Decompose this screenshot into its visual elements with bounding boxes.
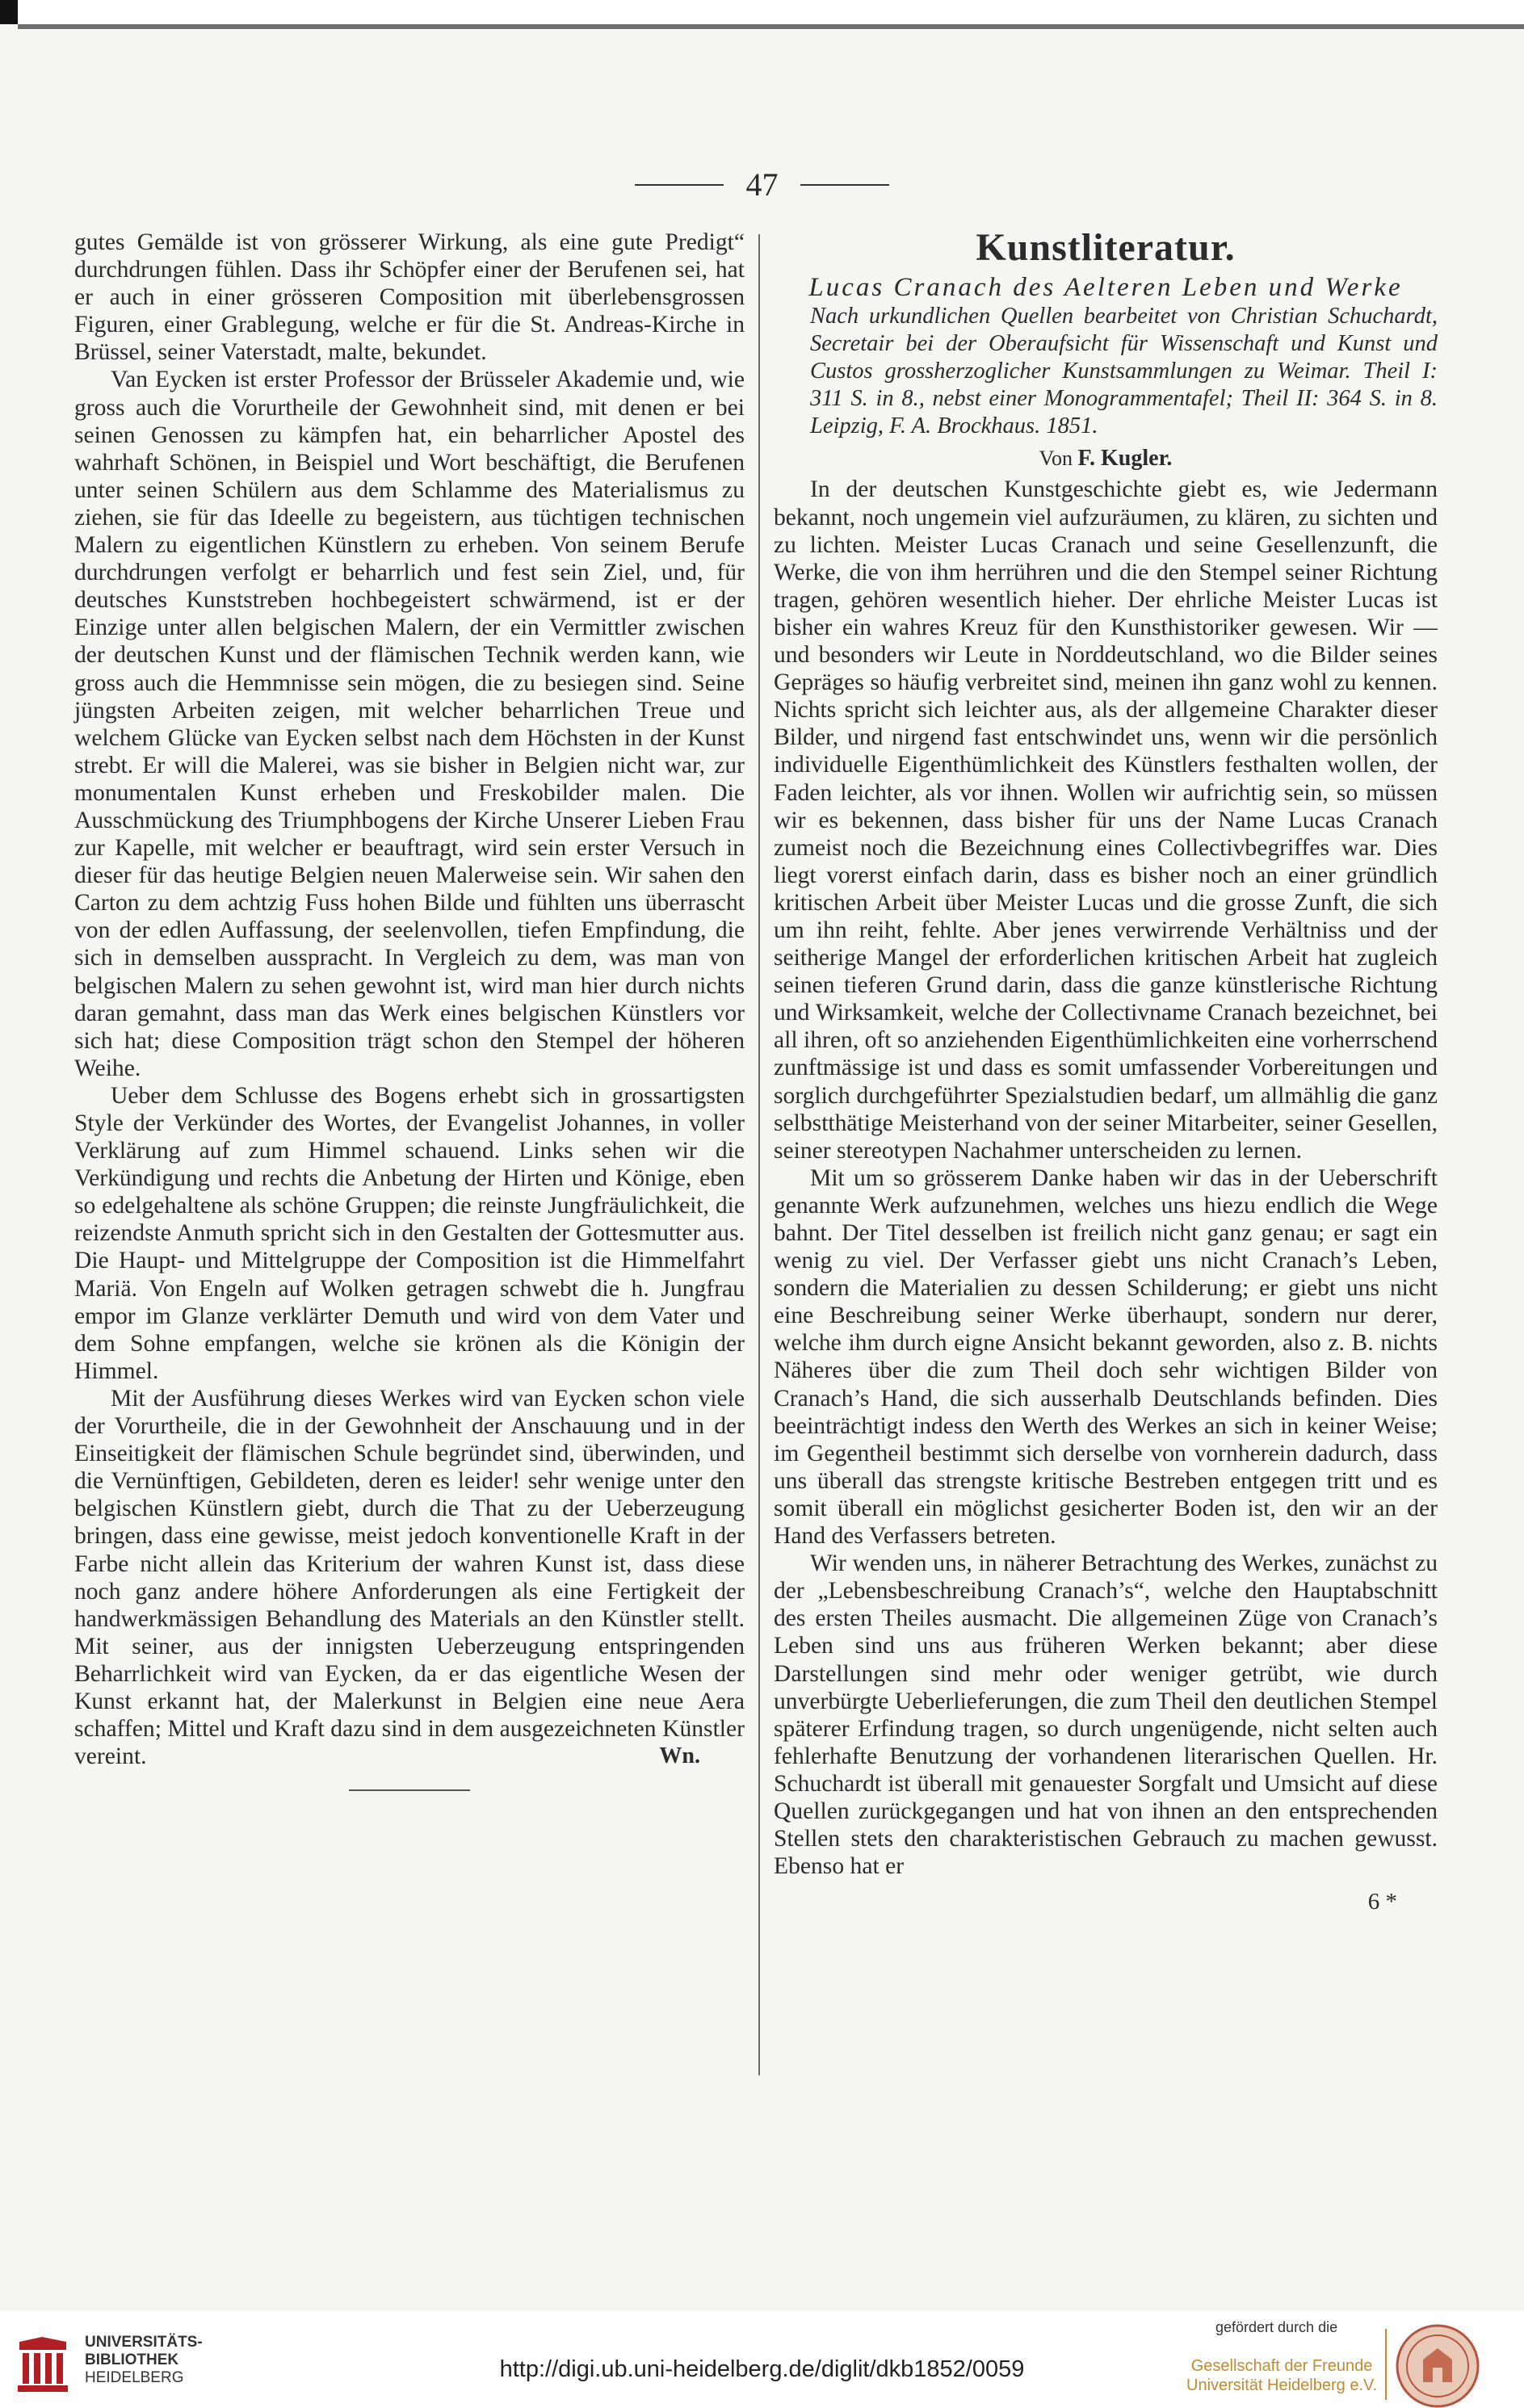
funder-name-line: Universität Heidelberg e.V. <box>1186 2377 1378 2394</box>
scan-corner-mark <box>0 0 18 24</box>
footer-bar <box>0 2311 1524 2408</box>
funder-divider <box>1385 2329 1387 2400</box>
paragraph: Mit um so grösserem Danke haben wir das in der Ueberschrift genannte Werk aufzunehmen, welches uns hiezu endlich die Wege bahnt. Der Titel desselben ist freilich nicht ganz genau; er sagt ein wenig zu viel. Der Verfasser giebt uns nicht Cranach’s Leben, sondern die Materialien zu dessen Schilderung; er giebt uns nicht eine Beschreibung seiner Werke überhaupt, sondern nur derer, welche ihm durch eigne Ansicht bekannt geworden, also z. B. nichts Näheres über die zum Theil doch sehr wichtigen Bilder von Cranach’s Hand, die sich ausserhalb Deutschlands befinden. Dies beeinträchtigt indess den Werth des Werkes an sich in keiner Weise; im Gegentheil bestimmt sich derselbe von vornherein dadurch, dass uns überall das strengste kritische Bestreben entgegen tritt und es somit überall ein möglichst gesicherter Boden ist, den wir an der Hand des Verfassers betreten. <box>774 1164 1438 1550</box>
book-description: Nach urkundlichen Quellen bearbeitet von Christian Schuchardt, Secretair bei der Oberaufsicht für Wissenschaft und Kunst und Custos grossherzoglicher Kunstsammlungen zu Weimar. Theil I: 311 S. in 8., nebst einer Monogrammentafel; Theil II: 364 S. in 8. Leipzig, F. A. Brockhaus. 1851. <box>810 304 1438 439</box>
library-name-line: UNIVERSITÄTS- <box>85 2334 203 2351</box>
page-number: 47 <box>745 166 779 203</box>
paragraph: Mit der Ausführung dieses Werkes wird van Eycken schon viele der Vorurtheile, die in der Gewohnheit der Anschauung und in der Einseitigkeit der flämischen Schule begründet sind, überwinden, und die Vernünftigen, Gebildeten, deren es leider! sehr wenige unter den belgischen Künstlern giebt, durch die That zu der Ueberzeugung bringen, dass eine gewisse, meist jedoch konventionelle Kraft in der Farbe nicht allein das Kriterium der wahren Kunst ist, dass diese noch ganz andere höhere Anforderungen als eine Fertigkeit der handwerkmässigen Behandlung des Materials an den Künstler stellt. Mit seiner, aus der innigsten Ueberzeugung entspringenden Beharrlichkeit wird van Eycken, da er das eigentliche Wesen der Kunst erkannt hat, der Malerkunst in Belgien eine neue Aera schaffen; Mittel und Kraft dazu sind in dem ausgezeichneten Künstler vereint. <box>74 1385 745 1770</box>
paragraph: In der deutschen Kunstgeschichte giebt es, wie Jedermann bekannt, noch ungemein viel aufzuräumen, zu klären, zu sichten und zu lichten. Meister Lucas Cranach und seine Gesellenzunft, die Werke, die von ihm herrühren und die den Stempel seiner Richtung tragen, gehören wesentlich hieher. Der ehrliche Meister Lucas ist bisher ein wahres Kreuz für den Kunsthistoriker gewesen. Wir — und besonders wir Leute in Norddeutschland, wo die Bilder seines Gepräges so häufig verbreitet sind, meinen ihn ganz wohl zu kennen. Nichts spricht sich leichter aus, als der allgemeine Charakter dieser Bilder, und nirgend fast entschwindet uns, wenn wir die persönlich individuelle Eigenthümlichkeit des Künstlers festhalten wollen, der Faden leichter, als vor ihnen. Wollen wir aufrichtig sein, so müssen wir es bekennen, dass bisher für uns der Name Lucas Cranach zumeist noch die Bezeichnung eines Collectivbegriffes war. Dies liegt vorerst einfach darin, dass es bisher noch an einer gründlich kritischen Arbeit über Meister Lucas und die grosse Zunft, die sich um ihn reiht, fehlte. Aber jenes verwirrende Verhältniss und der seitherige Mangel der erforderlichen kritischen Arbeit hat zugleich seinen tieferen Grund darin, dass die ganze künstlerische Richtung und Wirksamkeit, welche der Collectivname Cranach bezeichnet, bei all ihren, oft so anziehenden Eigenthümlichkeiten eine vorherrschend zunftmässige ist und dass es somit umfassender Vorbereitungen und sorglich durchgeführter Spezialstudien bedarf, um allmählig die ganz selbstthätige Meisterhand von der seiner Mitarbeiter, seiner Gesellen, seiner stereotypen Nachahmer unterscheiden zu lernen. <box>774 476 1438 1164</box>
scan-edge-line <box>18 24 1524 29</box>
article-end-rule <box>349 1789 470 1791</box>
author-signature: Wn. <box>659 1743 700 1769</box>
funder-name <box>1186 2356 1377 2395</box>
paragraph: Wir wenden uns, in näherer Betrachtung des Werkes, zunächst zu der „Lebensbeschreibung Cranach’s“, welche den Hauptabschnitt des ersten Theiles ausmacht. Die allgemeinen Züge von Cranach’s Leben sind uns aus früheren Werken bekannt; aber diese Darstellungen sind mehr oder weniger getrübt, wie durch unverbürgte Ueberlieferungen, die zum Theil den deutlichen Stempel späterer Erfindung tragen, so durch ungenügende, nicht selten auch fehlerhafte Benutzung der vorhandenen literarischen Quellen. Hr. Schuchardt ist überall mit genauester Sorgfalt und Umsicht auf diese Quellen zurückgegangen und hat von ihnen an den entsprechenden Stellen stets den charakteristischen Gebrauch zu machen gewusst. Ebenso hat er <box>774 1550 1438 1880</box>
byline-author: F. Kugler. <box>1077 446 1173 472</box>
library-name-line: BIBLIOTHEK <box>85 2351 179 2368</box>
source-url-link[interactable]: http://digi.ub.uni-heidelberg.de/diglit/dkb1852/0059 <box>499 2356 1025 2382</box>
byline-prefix: Von <box>1039 447 1073 471</box>
library-name-line: HEIDELBERG <box>85 2369 184 2386</box>
scan-top-border <box>0 0 1524 24</box>
section-title: Kunstliteratur. <box>976 226 1236 269</box>
right-column <box>774 226 1438 1915</box>
paragraph: Ueber dem Schlusse des Bogens erhebt sich in grossartigsten Style der Verkünder des Wortes, der Evangelist Johannes, in voller Verklärung auf zum Himmel schauend. Links sehen wir die Verkündigung und rechts die Anbetung der Hirten und Könige, eben so edelgehaltene als schöne Gruppen; die reinste Jungfräulichkeit, die reizendste Anmuth spricht sich in den Gestalten der Gottesmutter aus. Die Haupt- und Mittelgruppe der Composition ist die Himmelfahrt Mariä. Von Engeln auf Wolken getragen schwebt die h. Jungfrau empor im Glanze verklärter Demuth und wird von dem Vater und dem Sohne empfangen, welche sie krönen als die Königin der Himmel. <box>74 1082 745 1384</box>
funding-label: gefördert durch die <box>1215 2319 1338 2335</box>
column-divider <box>758 234 760 2075</box>
signature-mark: 6 * <box>1367 1889 1397 1915</box>
byline <box>774 443 1438 474</box>
funder-name-line: Gesellschaft der Freunde <box>1190 2357 1373 2375</box>
left-column <box>74 229 745 1791</box>
page-number-rule-left <box>635 184 724 186</box>
book-title: Lucas Cranach des Aelteren Leben und Werke <box>808 273 1403 302</box>
paragraph: gutes Gemälde ist von grösserer Wirkung, als eine gute Predigt“ durchdrungen fühlen. Dass ihr Schöpfer einer der Berufenen sei, hat er auch in einer grösseren Composition mit überlebensgrossen Figuren, einer Grablegung, welche er für die St. Andreas-Kirche in Brüssel, seiner Vaterstadt, malte, bekundet. <box>74 229 745 366</box>
page-number-header <box>0 166 1524 203</box>
page-number-rule-right <box>800 184 889 186</box>
paragraph: Van Eycken ist erster Professor der Brüsseler Akademie und, wie gross auch die Vorurtheile der Gewohnheit sind, mit denen er bei seinen Genossen zu kämpfen hat, ein beharrlicher Apostel des wahrhaft Schönen, in Beispiel und Wort beschäftigt, die Berufenen unter seinen Schülern aus dem Schlamme des Materialismus zu ziehen, sie für das Ideelle zu begeistern, aus tüchtigen technischen Malern zu eigentlichen Künstlern zu erheben. Von seinem Berufe durchdrungen verfolgt er beharrlich und fest sein Ziel, und, für deutsches Kunststreben hochbegeistert schwärmend, ist er der Einzige unter allen belgischen Malern, der ein Vermittler zwischen der deutschen Kunst und der flämischen Technik werden kann, wie gross auch die Hemmnisse sein mögen, die zu besiegen sind. Seine jüngsten Arbeiten zeigen, mit welcher beharrlichen Treue und welchem Glücke van Eycken selbst nach dem Höchsten in der Kunst strebt. Er will die Malerei, was sie bisher in Belgien nicht war, zur monumentalen Kunst erheben und Freskobilder malen. Die Ausschmückung des Triumphbogens der Kirche Unserer Lieben Frau zur Kapelle, mit welcher er beauftragt, wird sein erster Versuch in dieser für das heutige Belgien neuen Malerweise sein. Wir sahen den Carton zu dem achtzig Fuss hohen Bilde und fühlten uns überrascht von der edlen Auffassung, der seelenvollen, tiefen Empfindung, die sich in demselben ausspracht. In Vergleich zu dem, was man von belgischen Malern zu sehen gewohnt ist, wird man hier durch nichts daran gemahnt, dass man das Werk eines belgischen Künstlers vor sich hat; diese Composition trägt schon den Stempel der höheren Weihe. <box>74 367 745 1081</box>
university-seal-icon <box>1396 2324 1480 2408</box>
